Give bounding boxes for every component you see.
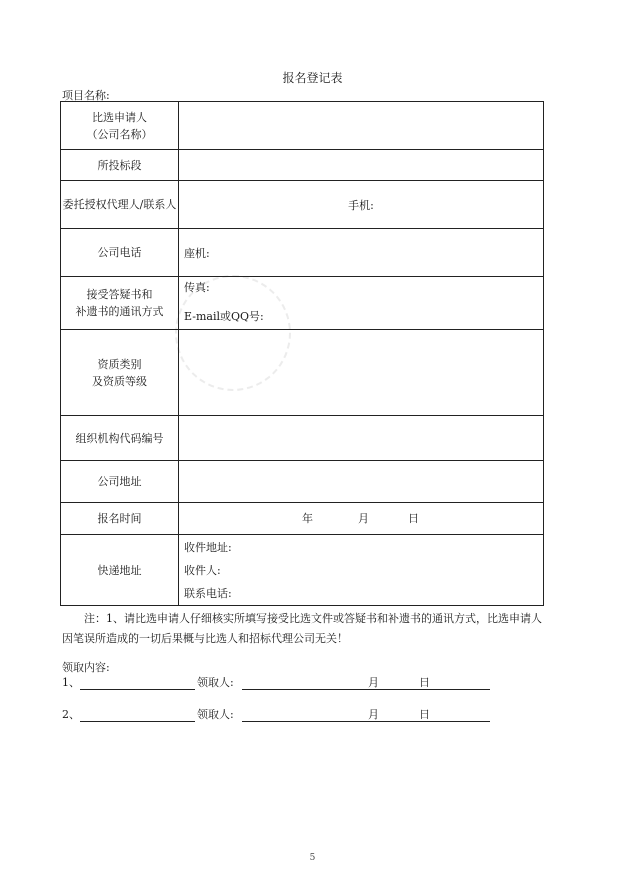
month-label: 月: [368, 676, 379, 689]
table-row: [61, 102, 544, 150]
receiver-label: 领取人:: [197, 708, 234, 721]
table-row: [61, 181, 544, 229]
item-number: 1、: [62, 676, 80, 689]
day-label: 日: [419, 676, 430, 689]
collect-row-1: [62, 674, 542, 692]
recv-person-label: 收件人:: [184, 564, 221, 577]
org-code-value[interactable]: [179, 416, 544, 461]
form-title: 报名登记表: [282, 71, 343, 85]
applicant-value[interactable]: [179, 102, 544, 150]
table-row: [61, 503, 544, 535]
express-field[interactable]: [179, 535, 544, 606]
receiver-line[interactable]: [242, 721, 490, 722]
section-value[interactable]: [179, 150, 544, 181]
applicant-label: 比选申请人 （公司名称）: [61, 102, 179, 150]
day-label: 日: [419, 708, 430, 721]
receiver-label: 领取人:: [197, 676, 234, 689]
collect-row-2: [62, 706, 542, 724]
recv-phone-label: 联系电话:: [184, 587, 232, 600]
company-phone-label: 公司电话: [61, 229, 179, 277]
month-label: 月: [358, 512, 369, 525]
contact-method-field[interactable]: [179, 277, 544, 330]
table-row: [61, 229, 544, 277]
month-label: 月: [368, 708, 379, 721]
table-row: [61, 535, 544, 606]
year-label: 年: [302, 512, 313, 525]
address-value[interactable]: [179, 461, 544, 503]
landline-field[interactable]: [179, 229, 544, 277]
table-row: [61, 461, 544, 503]
item-number: 2、: [62, 708, 80, 721]
receiver-line[interactable]: [242, 689, 490, 690]
express-label: 快递地址: [61, 535, 179, 606]
day-label: 日: [408, 512, 419, 525]
disclaimer-note: 注：1、请比选申请人仔细核实所填写接受比选文件或答疑书和补遗书的通讯方式，比选申请人因笔误所造成的一切后果概与比选人和招标代理公司无关！: [62, 612, 542, 645]
fax-label: 传真:: [184, 281, 210, 294]
table-row: [61, 277, 544, 330]
mobile-field[interactable]: 手机:: [179, 181, 544, 229]
email-qq-label: E-mail或QQ号:: [184, 310, 264, 323]
table-row: [61, 150, 544, 181]
reg-time-label: 报名时间: [61, 503, 179, 535]
content-line[interactable]: [80, 689, 195, 690]
org-code-label: 组织机构代码编号: [61, 416, 179, 461]
page-number: 5: [309, 853, 316, 863]
agent-label: 委托授权代理人/联系人: [61, 181, 179, 229]
contact-method-label: 接受答疑书和 补遗书的通讯方式: [61, 277, 179, 330]
qualification-label: 资质类别 及资质等级: [61, 330, 179, 416]
reg-time-field[interactable]: [179, 503, 544, 535]
table-row: [61, 330, 544, 416]
collect-content-label: 领取内容:: [62, 661, 110, 674]
table-row: [61, 416, 544, 461]
address-label: 公司地址: [61, 461, 179, 503]
section-label: 所投标段: [61, 150, 179, 181]
project-name-label: 项目名称:: [62, 89, 110, 102]
qualification-value[interactable]: [179, 330, 544, 416]
registration-table: [60, 101, 544, 606]
recv-address-label: 收件地址:: [184, 541, 232, 554]
landline-label: 座机:: [184, 247, 210, 260]
content-line[interactable]: [80, 721, 195, 722]
